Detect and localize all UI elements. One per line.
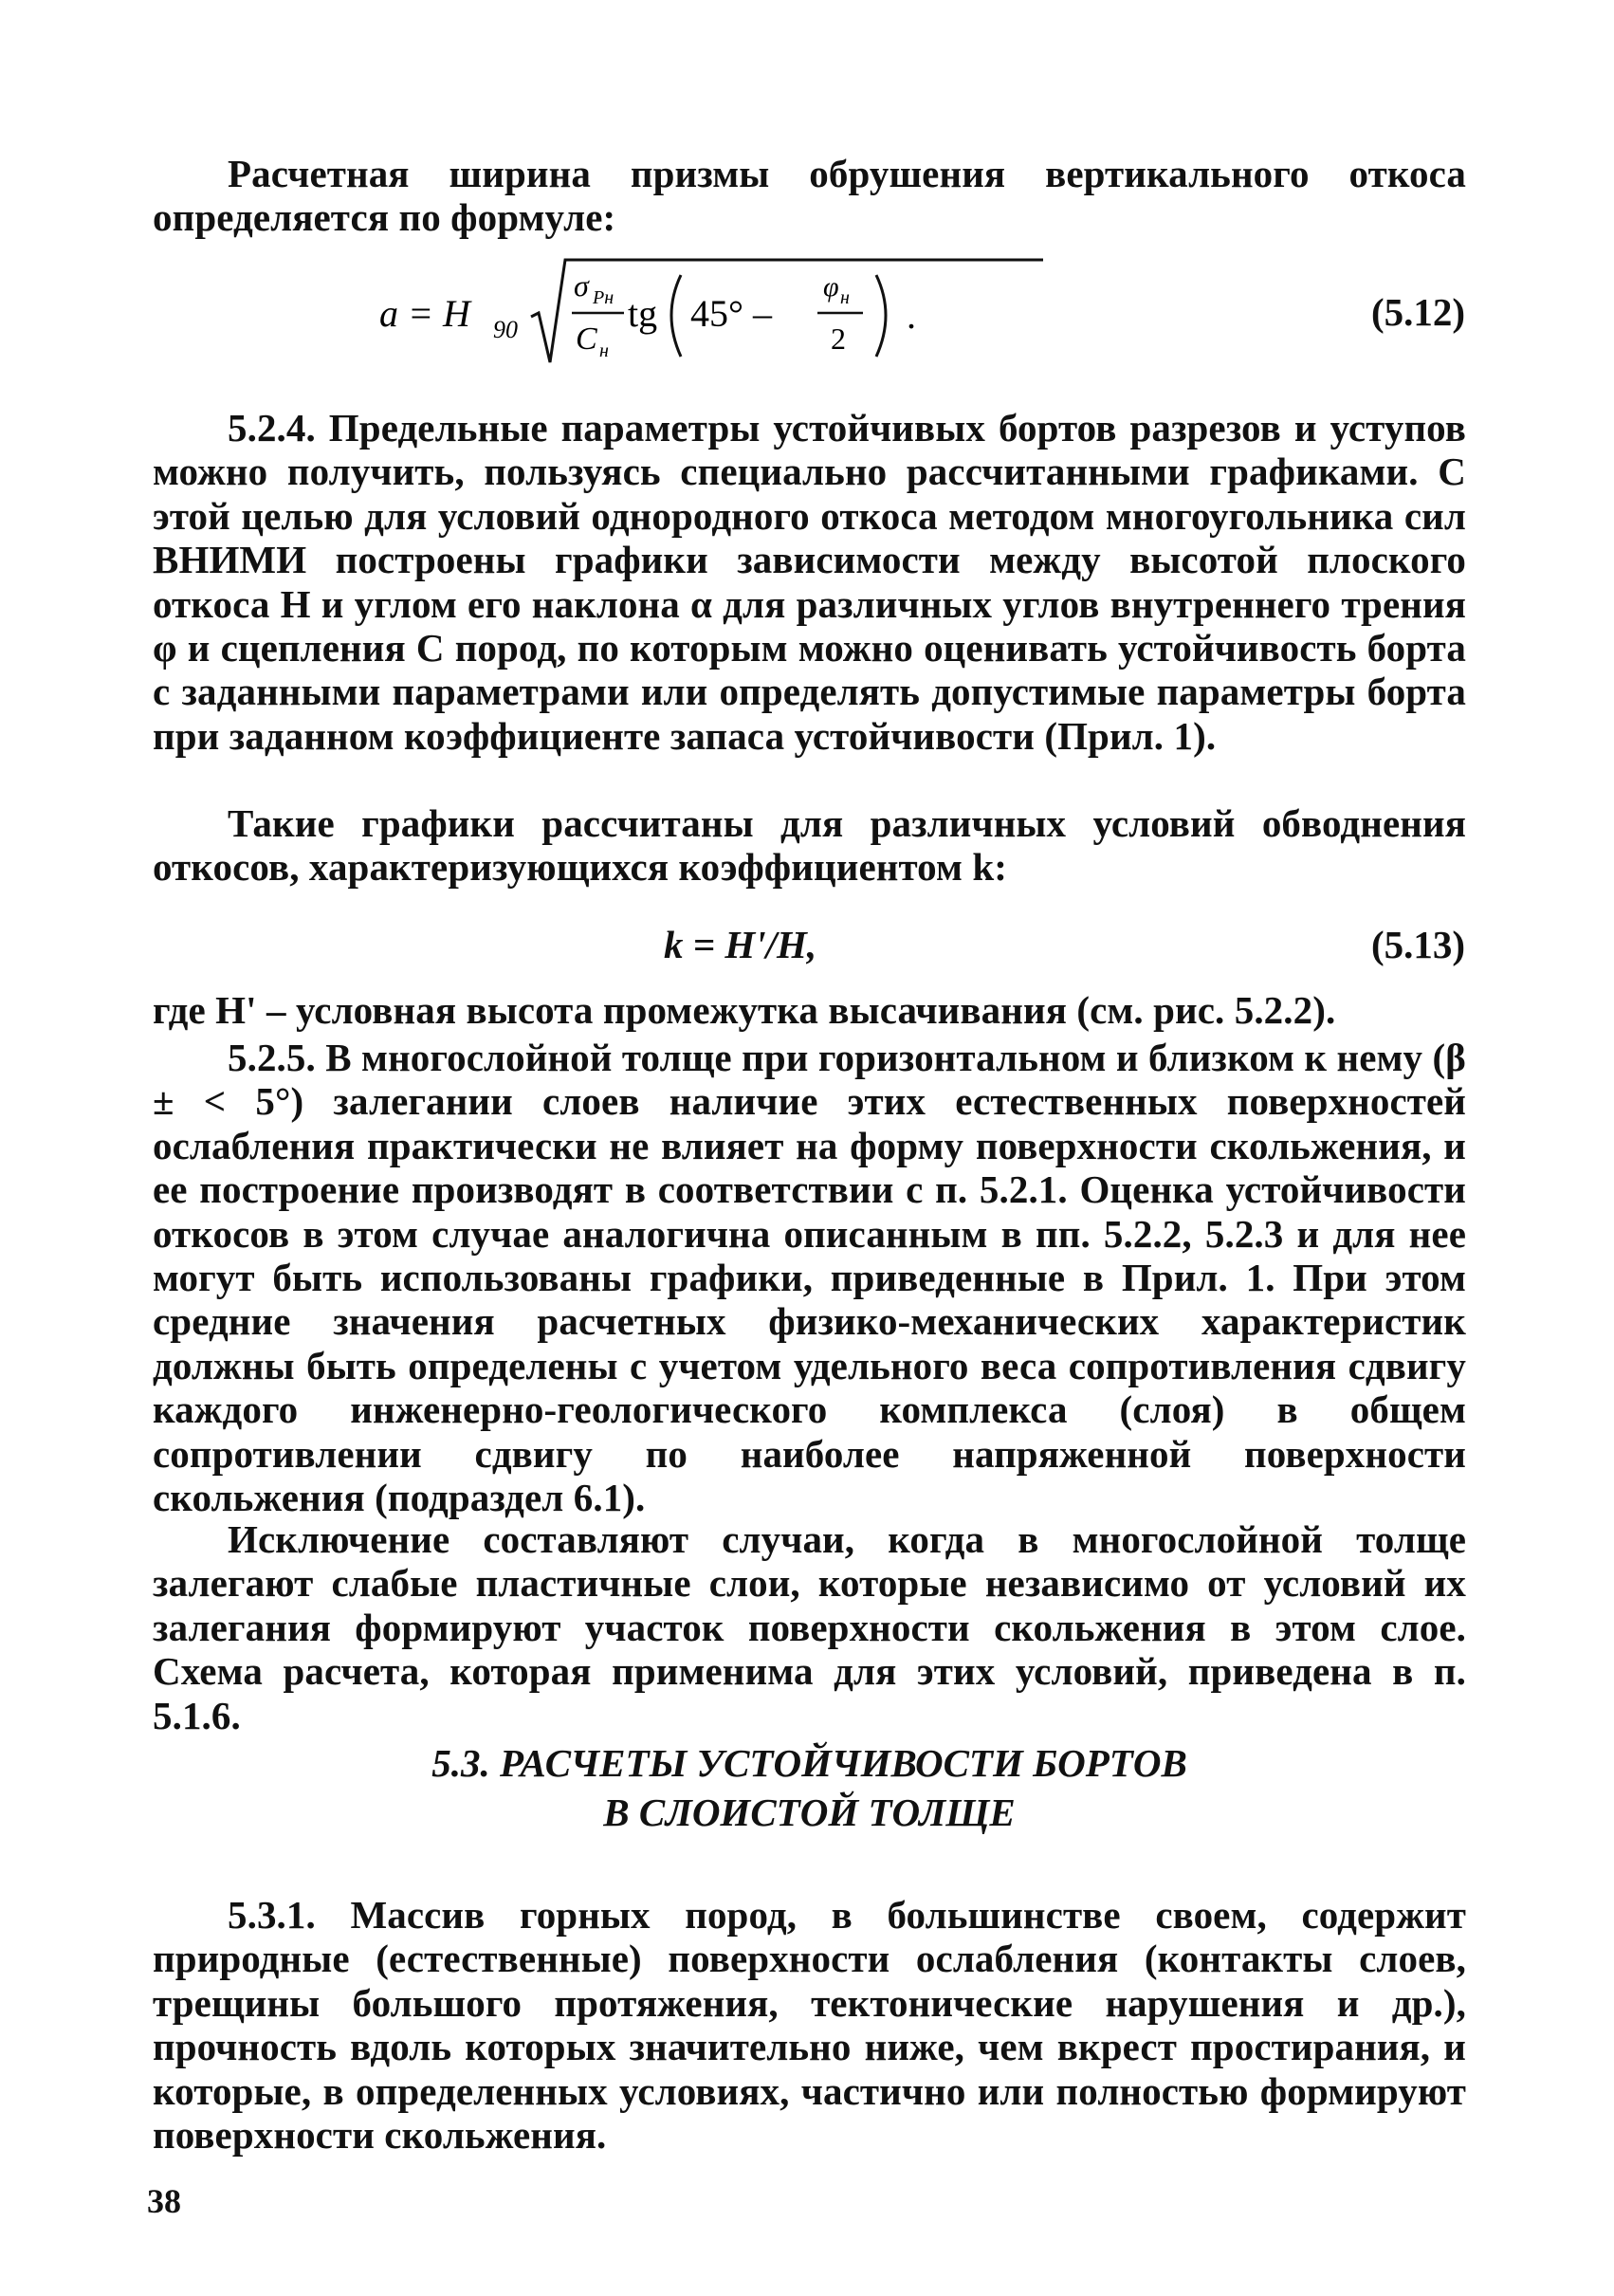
equation-number-5-13: (5.13) (1370, 923, 1465, 966)
phi-numerator-sub: н (840, 287, 850, 308)
fraction-numerator: σ (574, 268, 589, 303)
left-paren (671, 275, 681, 357)
phi-numerator: φ (823, 271, 839, 303)
paragraph-exception: Исключение составляют случаи, когда в многослойной толще залегают слабые пластичные слои, которые независимо от условий их залегания формируют участок поверхности скольжения в этом слое. Схема расчета, которая применима для этих условий, приведена в п. 5.1.6. (153, 1517, 1466, 1737)
paragraph-5-3-1: 5.3.1. Массив горных пород, в большинстве своем, содержит природные (естественные) поверхности ослабления (контакты слоев, трещины большого протяжения, тектонические нарушения и др.), прочность вдоль которых значительно ниже, чем вкрест простирания, и которые, в определенных условиях, частично или полностью формируют поверхности скольжения. (153, 1893, 1466, 2158)
formula-lhs: a = H (379, 292, 470, 335)
formula-lhs-sub: 90 (493, 316, 518, 343)
paragraph-where: где H' – условная высота промежутка высачивания (см. рис. 5.2.2). (153, 988, 1336, 1032)
fraction-denominator: C (576, 321, 597, 357)
section-heading-line-1: 5.3. РАСЧЕТЫ УСТОЙЧИВОСТИ БОРТОВ (431, 1741, 1187, 1785)
fraction-denominator-sub: н (599, 340, 609, 361)
intro-paragraph: Расчетная ширина призмы обрушения вертикального откоса определяется по формуле: (153, 152, 1466, 240)
formula-5-12 (379, 250, 1043, 374)
section-heading-line-2: В СЛОИСТОЙ ТОЛЩЕ (603, 1791, 1016, 1834)
page-number: 38 (147, 2182, 181, 2220)
equation-number-5-12: (5.12) (1370, 290, 1465, 334)
formula-dot: . (907, 294, 916, 337)
paragraph-graphs: Такие графики рассчитаны для различных условий обводнения откосов, характеризующихся коэффициентом k: (153, 801, 1466, 890)
paragraph-5-2-4: 5.2.4. Предельные параметры устойчивых бортов разрезов и уступов можно получить, пользуясь специально рассчитанными графиками. С этой целью для условий однородного откоса методом многоугольника сил ВНИМИ построены графики зависимости между высотой плоского откоса H и углом его наклона α для различных углов внутреннего трения φ и сцепления C пород, по которым можно оценивать устойчивость борта с заданными параметрами или определять допустимые параметры борта при заданном коэффициенте запаса устойчивости (Прил. 1). (153, 406, 1466, 758)
formula-5-13: k = H'/H, (664, 923, 817, 966)
fraction-numerator-sub: Pн (593, 287, 614, 308)
formula-tg: tg (628, 292, 658, 335)
formula-angle: 45° – (690, 292, 772, 335)
phi-denominator: 2 (831, 321, 846, 356)
paragraph-5-2-5: 5.2.5. В многослойной толще при горизонтальном и близком к нему (β ± < 5°) залегании слоев наличие этих естественных поверхностей ослабления практически не влияет на форму поверхности скольжения, и ее построение производят в соответствии с п. 5.2.1. Оценка устойчивости откосов в этом случае аналогична описанным в пп. 5.2.2, 5.2.3 и для нее могут быть использованы графики, приведенные в Прил. 1. При этом средние значения расчетных физико-механических характеристик должны быть определены с учетом удельного веса сопротивления сдвигу каждого инженерно-геологического комплекса (слоя) в общем сопротивлении сдвигу по наиболее напряженной поверхности скольжения (подраздел 6.1). (153, 1036, 1466, 1520)
right-paren (876, 275, 886, 357)
